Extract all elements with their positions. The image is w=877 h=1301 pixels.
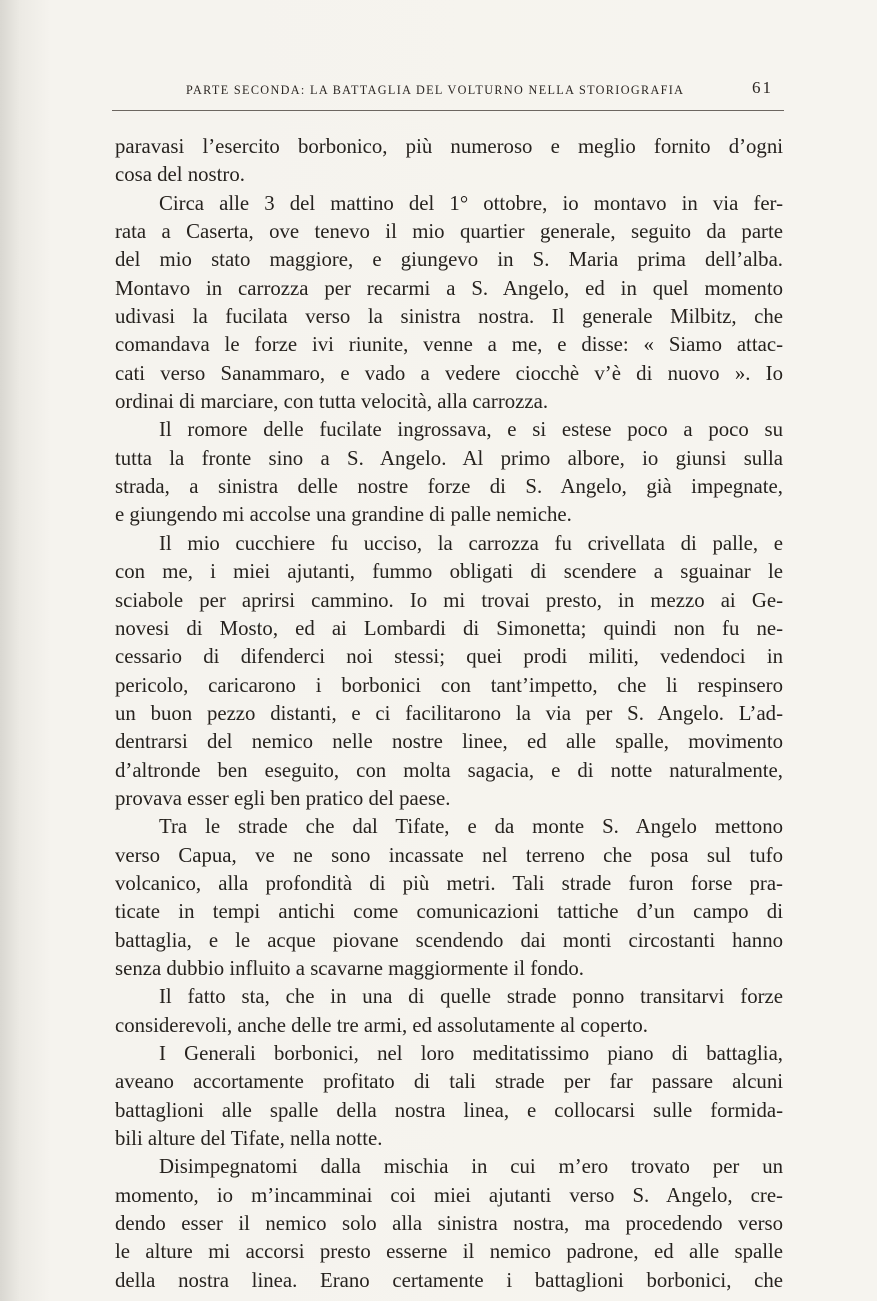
- paragraph-first-line: Il romore delle fucilate ingrossava, e si estese poco a poco su: [159, 418, 783, 442]
- text-line: considerevoli, anche delle tre armi, ed assolutamente al coperto.: [115, 1013, 648, 1037]
- text-line: strada, a sinistra delle nostre forze di S. Angelo, già impegnate,: [115, 475, 783, 499]
- text-line: e giungendo mi accolse una grandine di palle nemiche.: [115, 503, 572, 527]
- text-line: del mio stato maggiore, e giungevo in S. Maria prima dell’alba.: [115, 248, 783, 272]
- text-line: un buon pezzo distanti, e ci facilitarono la via per S. Angelo. L’ad-: [115, 701, 783, 725]
- text-line: tutta la fronte sino a S. Angelo. Al primo albore, io giunsi sulla: [115, 446, 783, 470]
- text-line: cati verso Sanammaro, e vado a vedere ciocchè v’è di nuovo ». Io: [115, 361, 783, 385]
- text-line: le alture mi accorsi presto esserne il nemico padrone, ed alle spalle: [115, 1240, 783, 1264]
- text-line: ordinai di marciare, con tutta velocità, alla carrozza.: [115, 390, 549, 414]
- text-line: comandava le forze ivi riunite, venne a me, e disse: « Siamo attac-: [115, 333, 783, 357]
- text-line: pericolo, caricarono i borbonici con tant’impetto, che li respinsero: [115, 673, 783, 697]
- paragraph-first-line: Tra le strade che dal Tifate, e da monte S. Angelo mettono: [159, 815, 783, 839]
- running-head: PARTE SECONDA: LA BATTAGLIA DEL VOLTURNO NELLA STORIOGRAFIA: [186, 83, 685, 97]
- paragraph-first-line: Disimpegnatomi dalla mischia in cui m’ero trovato per un: [159, 1155, 783, 1179]
- text-line: momento, io m’incamminai coi miei ajutanti verso S. Angelo, cre-: [115, 1183, 783, 1207]
- text-line: ticate in tempi antichi come comunicazioni tattiche d’un campo di: [115, 900, 783, 924]
- text-line: cessario di difenderci noi stessi; quei prodi militi, vedendoci in: [115, 645, 783, 669]
- header-rule: [112, 110, 784, 111]
- text-line: paravasi l’esercito borbonico, più numeroso e meglio fornito d’ogni: [115, 135, 783, 158]
- paragraph-first-line: I Generali borbonici, nel loro meditatissimo piano di battaglia,: [159, 1042, 783, 1065]
- page-number: 61: [752, 78, 773, 97]
- text-line: della nostra linea. Erano certamente i battaglioni borbonici, che: [115, 1268, 783, 1292]
- text-line: battaglia, e le acque piovane scendendo dai monti circostanti hanno: [115, 928, 783, 952]
- text-line: dendo esser il nemico solo alla sinistra nostra, ma procedendo verso: [115, 1212, 783, 1236]
- text-line: d’altronde ben eseguito, con molta sagacia, e di notte naturalmente,: [115, 758, 783, 782]
- text-line: senza dubbio influito a scavarne maggiormente il fondo.: [115, 956, 584, 980]
- text-line: con me, i miei ajutanti, fummo obligati di scendere a sguainar le: [115, 560, 783, 584]
- paragraph-first-line: Il mio cucchiere fu ucciso, la carrozza fu crivellata di palle, e: [159, 531, 783, 555]
- text-line: sciabole per aprirsi cammino. Io mi trovai presto, in mezzo ai Ge-: [115, 588, 783, 612]
- text-line: battaglioni alle spalle della nostra linea, e collocarsi sulle formida-: [115, 1098, 783, 1122]
- text-line: bili alture del Tifate, nella notte.: [115, 1127, 383, 1151]
- text-line: rata a Caserta, ove tenevo il mio quartier generale, seguito da parte: [115, 220, 783, 244]
- text-line: novesi di Mosto, ed ai Lombardi di Simonetta; quindi non fu ne-: [115, 616, 783, 640]
- text-line: volcanico, alla profondità di più metri. Tali strade furon forse pra-: [115, 871, 783, 895]
- text-line: Montavo in carrozza per recarmi a S. Angelo, ed in quel momento: [115, 276, 783, 300]
- paragraph-first-line: Il fatto sta, che in una di quelle strade ponno transitarvi forze: [159, 985, 783, 1009]
- text-line: udivasi la fucilata verso la sinistra nostra. Il generale Milbitz, che: [115, 305, 783, 329]
- text-line: dentrarsi del nemico nelle nostre linee, ed alle spalle, movimento: [115, 730, 783, 754]
- text-line: cosa del nostro.: [115, 163, 245, 187]
- text-line: aveano accortamente profitato di tali strade per far passare alcuni: [115, 1070, 783, 1094]
- text-line: provava esser egli ben pratico del paese.: [115, 786, 451, 810]
- body-text: [115, 133, 783, 1295]
- paragraph-first-line: Circa alle 3 del mattino del 1° ottobre, io montavo in via fer-: [159, 191, 783, 215]
- text-line: verso Capua, ve ne sono incassate nel terreno che posa sul tufo: [115, 843, 783, 867]
